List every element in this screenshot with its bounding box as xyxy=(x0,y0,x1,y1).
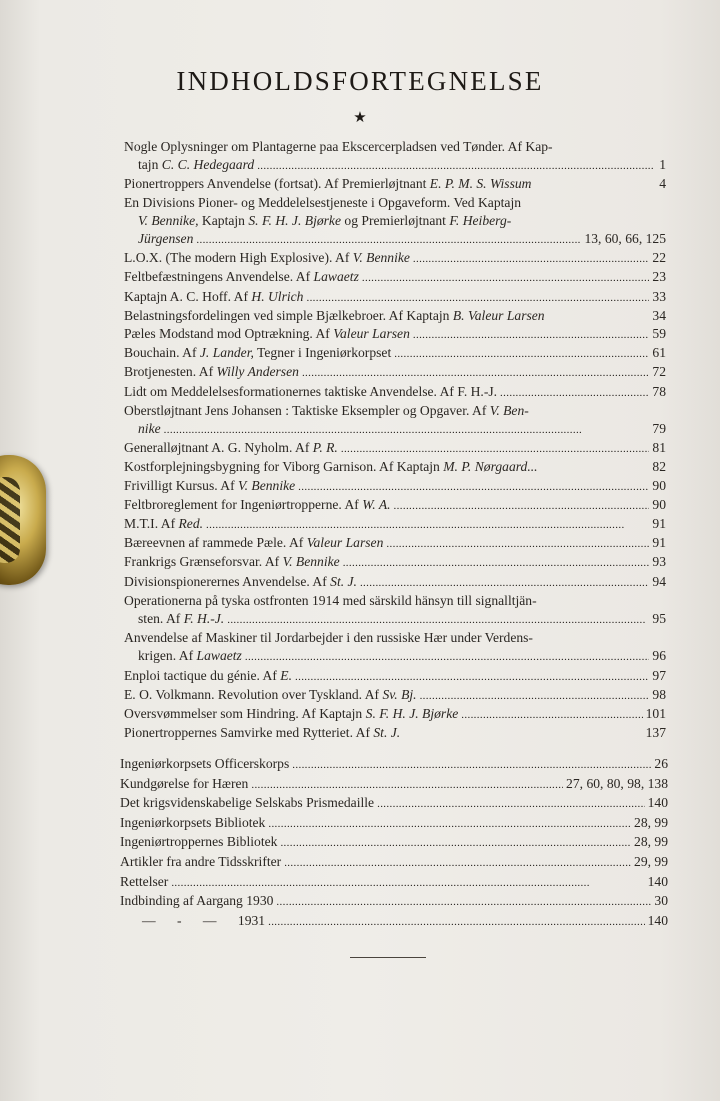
toc-entry-text: Rettelser xyxy=(120,873,169,889)
toc-entry xyxy=(124,344,666,363)
toc-entry-line xyxy=(124,175,666,193)
dot-leader xyxy=(341,439,650,458)
toc-entry-line xyxy=(124,325,666,344)
dot-leader xyxy=(276,892,651,912)
toc-entry xyxy=(124,268,666,287)
toc-entry-line xyxy=(124,230,666,249)
page-number: 23 xyxy=(652,269,666,285)
page-number: 30 xyxy=(654,893,668,909)
toc-entry-line xyxy=(124,610,666,629)
toc-entry-text: Pionertroppernes Samvirke med Rytteriet. Af St. J. xyxy=(124,725,401,741)
dot-leader xyxy=(295,667,649,686)
page-number: 96 xyxy=(652,648,666,664)
dot-leader xyxy=(386,534,649,553)
toc-entry-line xyxy=(124,420,666,439)
toc-entry xyxy=(124,249,666,268)
toc-entry xyxy=(124,439,666,458)
toc-entry-text: sten. Af F. H.-J. xyxy=(138,611,225,627)
page-number: 91 xyxy=(652,535,666,551)
page-number: 140 xyxy=(647,873,668,889)
page-number: 28, 99 xyxy=(634,814,668,830)
star-ornament: ★ xyxy=(353,110,367,126)
toc-misc xyxy=(120,755,668,931)
toc-entry-text: Jürgensen xyxy=(138,231,194,247)
toc-entry xyxy=(124,553,666,572)
dot-leader xyxy=(227,610,649,629)
toc-entry-text: — - — 1931 xyxy=(142,912,266,928)
toc-entry-text: Kaptajn A. C. Hoff. Af H. Ulrich xyxy=(124,288,304,304)
page-number: 140 xyxy=(647,912,668,928)
toc-entry-text: Oberstløjtnant Jens Johansen : Taktiske Eksempler og Opgaver. Af V. Ben- xyxy=(124,402,529,418)
toc-misc-entry xyxy=(120,853,668,873)
page-number: 27, 60, 80, 98, 138 xyxy=(566,775,668,791)
toc-entry-text: Pionertroppers Anvendelse (fortsat). Af Premierløjtnant E. P. M. S. Wissum xyxy=(124,176,532,192)
toc-misc-entry xyxy=(120,755,668,775)
dot-leader xyxy=(461,705,642,724)
dot-leader xyxy=(268,814,631,834)
page-number: 61 xyxy=(652,345,666,361)
toc-entry xyxy=(124,307,666,325)
page-number: 137 xyxy=(645,725,666,741)
dot-leader xyxy=(394,496,650,515)
toc-entry-text: En Divisions Pioner- og Meddelelsestjeneste i Opgaveform. Ved Kaptajn xyxy=(124,194,522,210)
toc-entry xyxy=(124,515,666,534)
toc-entry-line xyxy=(124,592,666,610)
dot-leader xyxy=(413,325,650,344)
dot-leader xyxy=(394,344,649,363)
toc-entry xyxy=(124,629,666,666)
toc-entry xyxy=(124,724,666,742)
toc-entry-text: Kundgørelse for Hæren xyxy=(120,775,249,791)
toc-entry-text: krigen. Af Lawaetz xyxy=(138,648,242,664)
dot-leader xyxy=(164,420,650,439)
toc-articles xyxy=(124,138,666,743)
toc-entry xyxy=(124,705,666,724)
toc-misc-entry xyxy=(120,912,668,932)
toc-entry-line xyxy=(124,249,666,268)
page-number: 4 xyxy=(659,176,666,192)
dot-leader xyxy=(500,383,649,402)
toc-entry-line xyxy=(124,667,666,686)
brass-clasp xyxy=(0,455,46,585)
toc-entry-text: L.O.X. (The modern High Explosive). Af V. Bennike xyxy=(124,250,410,266)
toc-entry-text: Artikler fra andre Tidsskrifter xyxy=(120,853,282,869)
dot-leader xyxy=(245,647,650,666)
page-number: 59 xyxy=(652,326,666,342)
page-number: 28, 99 xyxy=(634,834,668,850)
toc-entry-text: Frivilligt Kursus. Af V. Bennike xyxy=(124,477,296,493)
page-number: 97 xyxy=(652,667,666,683)
toc-entry xyxy=(124,194,666,250)
page-number: 82 xyxy=(652,459,666,475)
toc-entry xyxy=(124,496,666,515)
toc-entry-text: Nogle Oplysninger om Plantagerne paa Ekscercerpladsen ved Tønder. Af Kap- xyxy=(124,139,553,154)
toc-entry xyxy=(124,383,666,402)
toc-misc-entry xyxy=(120,833,668,853)
toc-misc-entry xyxy=(120,814,668,834)
page-title: INDHOLDSFORTEGNELSE xyxy=(176,66,544,96)
page-number: 90 xyxy=(652,496,666,512)
dot-leader xyxy=(343,553,650,572)
toc-entry xyxy=(124,573,666,592)
toc-entry xyxy=(124,175,666,193)
toc-entry-text: Bouchain. Af J. Lander, Tegner i Ingeniørkorpset xyxy=(124,345,392,361)
toc-entry-line xyxy=(124,515,666,534)
page-number: 95 xyxy=(652,611,666,627)
page-number: 91 xyxy=(652,516,666,532)
toc-entry-text: Generalløjtnant A. G. Nyholm. Af P. R. xyxy=(124,440,338,456)
toc-entry-line xyxy=(124,402,666,420)
page-number: 94 xyxy=(652,573,666,589)
toc-entry xyxy=(124,363,666,382)
toc-entry-text: Bæreevnen af rammede Pæle. Af Valeur Larsen xyxy=(124,535,384,551)
toc-entry xyxy=(124,686,666,705)
toc-entry-text: Lidt om Meddelelsesformationernes taktiske Anvendelse. Af F. H.-J. xyxy=(124,383,498,399)
toc-entry xyxy=(124,402,666,439)
toc-entry-text: Divisionspionerernes Anvendelse. Af St. J. xyxy=(124,573,357,589)
toc-entry-text: Det krigsvidenskabelige Selskabs Prismedaille xyxy=(120,795,375,811)
toc-entry-text: Kostforplejningsbygning for Viborg Garnison. Af Kaptajn M. P. Nørgaard... xyxy=(124,459,538,475)
toc-entry-line xyxy=(124,439,666,458)
toc-entry xyxy=(124,288,666,307)
toc-entry-line xyxy=(124,496,666,515)
toc-entry-line xyxy=(124,705,666,724)
dot-leader xyxy=(251,775,563,795)
toc-misc-entry xyxy=(120,794,668,814)
dot-leader xyxy=(298,477,649,496)
toc-entry xyxy=(124,592,666,629)
dot-leader xyxy=(292,755,651,775)
toc-entry-line xyxy=(124,477,666,496)
page-number: 101 xyxy=(645,706,666,722)
toc-entry-text: Frankrigs Grænseforsvar. Af V. Bennike xyxy=(124,554,340,570)
toc-entry-line xyxy=(124,344,666,363)
toc-entry-text: Feltbroreglement for Ingeniørtropperne. Af W. A. xyxy=(124,496,391,512)
toc-entry-line xyxy=(124,383,666,402)
toc-misc-entry xyxy=(120,873,668,893)
page-number: 1 xyxy=(659,157,666,173)
toc-entry-line xyxy=(124,629,666,647)
toc-entry-line xyxy=(124,288,666,307)
page-number: 34 xyxy=(652,307,666,323)
dot-leader xyxy=(257,156,653,175)
page-number: 81 xyxy=(652,440,666,456)
toc-entry-text: nike xyxy=(138,421,161,437)
page-number: 79 xyxy=(652,421,666,437)
toc-entry-text: Indbinding af Aargang 1930 xyxy=(120,893,274,909)
toc-misc-entry xyxy=(120,892,668,912)
toc-entry-text: Ingeniørkorpsets Officerskorps xyxy=(120,756,290,771)
toc-entry-line xyxy=(124,138,666,156)
page-number: 33 xyxy=(652,288,666,304)
toc-entry-text: Enploi tactique du génie. Af E. xyxy=(124,667,292,683)
page-number: 90 xyxy=(652,477,666,493)
page-number: 93 xyxy=(652,554,666,570)
page-number: 13, 60, 66, 125 xyxy=(584,231,666,247)
toc-entry-line xyxy=(124,156,666,175)
toc-entry xyxy=(124,534,666,553)
toc-entry-text: M.T.I. Af Red. xyxy=(124,516,204,532)
page-number: 29, 99 xyxy=(634,853,668,869)
page-number: 140 xyxy=(647,795,668,811)
toc-entry-line xyxy=(124,647,666,666)
page-number: 22 xyxy=(652,250,666,266)
toc-entry-line xyxy=(124,363,666,382)
toc-entry-line xyxy=(124,686,666,705)
dot-leader xyxy=(171,873,644,893)
toc-entry-line xyxy=(124,212,666,230)
toc-entry-line xyxy=(124,724,666,742)
toc-entry-line xyxy=(124,458,666,476)
toc-entry-line xyxy=(124,307,666,325)
toc-entry-text: Anvendelse af Maskiner til Jordarbejder i den russiske Hær under Verdens- xyxy=(124,630,533,646)
toc-entry-text: Brotjenesten. Af Willy Andersen xyxy=(124,364,299,380)
toc-entry-text: V. Bennike, Kaptajn S. F. H. J. Bjørke og Premierløjtnant F. Heiberg- xyxy=(138,212,512,228)
page-number: 78 xyxy=(652,383,666,399)
toc-entry-line xyxy=(124,194,666,212)
dot-leader xyxy=(306,288,649,307)
dot-leader xyxy=(280,833,631,853)
dot-leader xyxy=(268,912,645,932)
dot-leader xyxy=(362,268,650,287)
toc-entry xyxy=(124,458,666,476)
dot-leader xyxy=(360,573,649,592)
toc-entry-text: Operationerna på tyska ostfronten 1914 med särskild hänsyn till signalltjän- xyxy=(124,592,537,608)
toc-entry-text: Feltbefæstningens Anvendelse. Af Lawaetz xyxy=(124,269,359,285)
toc-entry xyxy=(124,667,666,686)
page-number: 72 xyxy=(652,364,666,380)
toc-entry-text: Belastningsfordelingen ved simple Bjælkebroer. Af Kaptajn B. Valeur Larsen xyxy=(124,307,545,323)
toc-entry-line xyxy=(124,553,666,572)
toc-entry-line xyxy=(124,268,666,287)
toc-entry-line xyxy=(124,573,666,592)
toc-entry xyxy=(124,138,666,175)
toc-entry-line xyxy=(124,534,666,553)
toc-entry-text: Oversvømmelser som Hindring. Af Kaptajn S. F. H. J. Bjørke xyxy=(124,706,459,722)
toc-entry-text: Ingeniørtroppernes Bibliotek xyxy=(120,834,278,850)
dot-leader xyxy=(420,686,650,705)
toc-entry-text: E. O. Volkmann. Revolution over Tyskland. Af Sv. Bj. xyxy=(124,686,417,702)
closing-rule xyxy=(350,957,426,958)
dot-leader xyxy=(302,363,649,382)
dot-leader xyxy=(377,794,645,814)
toc-entry xyxy=(124,477,666,496)
dot-leader xyxy=(196,230,581,249)
toc-entry-text: Pæles Modstand mod Optrækning. Af Valeur Larsen xyxy=(124,326,410,342)
toc-misc-entry xyxy=(120,775,668,795)
dot-leader xyxy=(413,249,649,268)
page-number: 26 xyxy=(654,756,668,771)
dot-leader xyxy=(206,515,649,534)
dot-leader xyxy=(284,853,631,873)
toc-entry xyxy=(124,325,666,344)
toc-entry-text: tajn C. C. Hedegaard xyxy=(138,157,255,173)
toc-entry-text: Ingeniørkorpsets Bibliotek xyxy=(120,814,266,830)
page-number: 98 xyxy=(652,686,666,702)
